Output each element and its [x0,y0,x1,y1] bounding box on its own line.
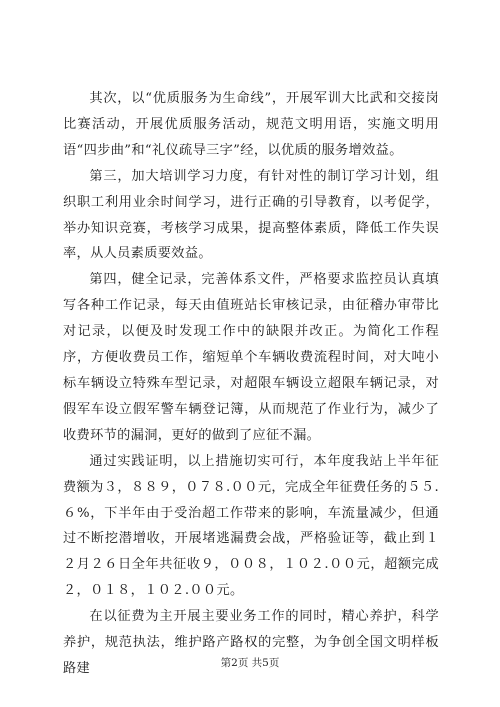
paragraph-results: 通过实践证明，以上措施切实可行，本年度我站上半年征费额为３，８８９，０７８.００元，完成全年征费任务的５５.６%，下半年由于受治超工作带来的影响，车流量减少，但通过不断挖潜增收，开展堵逃漏费会战，严格验证等，截止到１２月２６日全年共征收９，００８，１０２.００元，超额完成２，０１８，１０２.００元。 [63,453,439,599]
page-number-footer: 第2页 共5页 [220,657,280,669]
paragraph-service-quality: 其次，以“优质服务为生命线”，开展军训大比武和交接岗比赛活动，开展优质服务活动，规范文明用语，实施文明用语“四步曲”和“礼仪疏导三字”经，以优质的服务增效益。 [63,91,439,158]
paragraph-training: 第三，加大培训学习力度，有针对性的制订学习计划，组织职工利用业余时间学习，进行正确的引导教育，以考促学，举办知识竞赛，考核学习成果，提高整体素质，降低工作失误率，从人员素质要效益。 [63,168,439,262]
paragraph-records: 第四，健全记录，完善体系文件，严格要求监控员认真填写各种工作记录，每天由值班站长审核记录，由征稽办审带比对记录，以便及时发现工作中的缺限并改正。为简化工作程序，方便收费员工作，缩短单个车辆收费流程时间，对大吨小标车辆设立特殊车型记录，对超限车辆设立超限车辆记录，对假军车设立假军警车辆登记簿，从而规范了作业行为，减少了收费环节的漏洞，更好的做到了应征不漏。 [63,272,439,443]
paragraph-maintenance: 在以征费为主开展主要业务工作的同时，精心养护，科学养护，规范执法，维护路产路权的完整，为争创全国文明样板路建 [63,609,439,676]
document-body [63,86,439,682]
